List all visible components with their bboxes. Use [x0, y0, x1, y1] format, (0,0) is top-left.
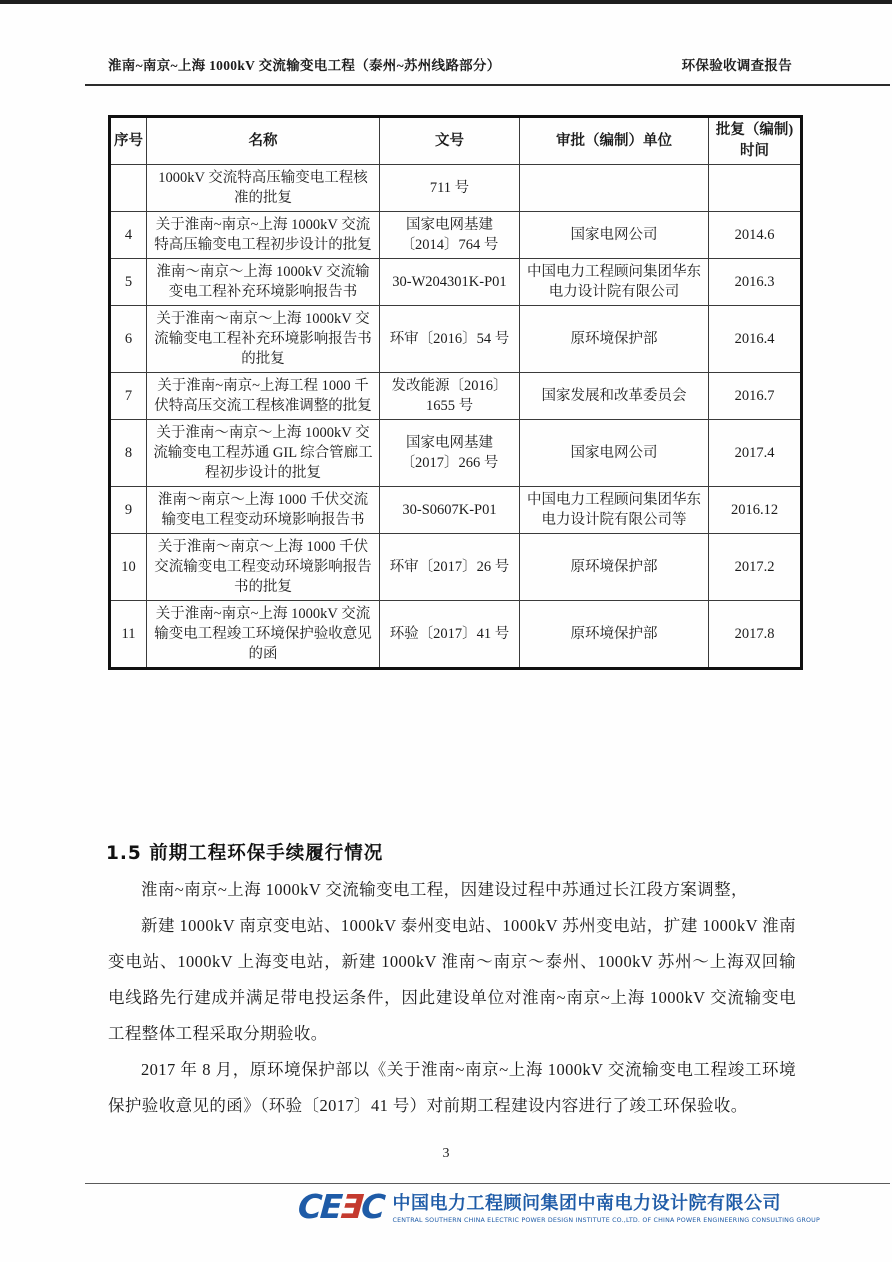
cell-org: 国家电网公司	[520, 212, 709, 259]
logo-letter: Ǝ	[339, 1187, 363, 1226]
cell-org: 中国电力工程顾问集团华东电力设计院有限公司	[520, 259, 709, 306]
cell-name: 关于淮南～南京～上海 1000kV 交流输变电工程苏通 GIL 综合管廊工程初步设计的批复	[147, 420, 380, 487]
column-header-date: 批复（编制)时间	[709, 117, 802, 165]
cell-date: 2017.8	[709, 601, 802, 669]
body-text	[108, 872, 796, 1124]
cell-no: 8	[110, 420, 147, 487]
column-header-name: 名称	[147, 117, 380, 165]
cell-doc: 国家电网基建〔2014〕764 号	[380, 212, 520, 259]
table-header-row	[110, 117, 802, 165]
cell-name: 关于淮南~南京~上海工程 1000 千伏特高压交流工程核准调整的批复	[147, 373, 380, 420]
cell-date: 2014.6	[709, 212, 802, 259]
cell-name: 淮南～南京～上海 1000kV 交流输变电工程补充环境影响报告书	[147, 259, 380, 306]
cell-date: 2016.4	[709, 306, 802, 373]
cell-doc: 环审〔2016〕54 号	[380, 306, 520, 373]
approval-table-body	[110, 165, 802, 669]
header-divider	[85, 84, 890, 86]
cell-doc: 711 号	[380, 165, 520, 212]
cell-no: 11	[110, 601, 147, 669]
cell-doc: 发改能源〔2016〕1655 号	[380, 373, 520, 420]
cell-org: 国家电网公司	[520, 420, 709, 487]
cell-no: 10	[110, 534, 147, 601]
scan-artifact-top-edge	[0, 0, 892, 4]
cell-org: 原环境保护部	[520, 601, 709, 669]
table-row	[110, 420, 802, 487]
column-header-doc: 文号	[380, 117, 520, 165]
column-header-org: 审批（编制）单位	[520, 117, 709, 165]
logo-letter: C	[296, 1187, 322, 1226]
footer-divider	[85, 1183, 890, 1184]
running-header-left: 淮南~南京~上海 1000kV 交流输变电工程（泰州~苏州线路部分）	[108, 58, 501, 73]
cpecc-logo-icon	[296, 1187, 385, 1226]
table-row	[110, 165, 802, 212]
footer-company-name-en: CENTRAL SOUTHERN CHINA ELECTRIC POWER DESIGN INSTITUTE CO.,LTD. OF CHINA POWER ENGINEERING CONSULTING GROUP	[392, 1217, 820, 1224]
cell-date: 2017.4	[709, 420, 802, 487]
logo-letter: E	[318, 1187, 343, 1226]
cell-org: 原环境保护部	[520, 534, 709, 601]
footer-company-name-cn: 中国电力工程顾问集团中南电力设计院有限公司	[392, 1193, 781, 1214]
table-row	[110, 487, 802, 534]
logo-letter: C	[359, 1187, 385, 1226]
cell-date: 2016.7	[709, 373, 802, 420]
section-heading: 1.5 前期工程环保手续履行情况	[106, 843, 384, 865]
paragraph: 2017 年 8 月，原环境保护部以《关于淮南~南京~上海 1000kV 交流输变电工程竣工环境保护验收意见的函》（环验〔2017〕41 号）对前期工程建设内容进行了竣工环保验收。	[108, 1060, 796, 1115]
cell-name: 1000kV 交流特高压输变电工程核准的批复	[147, 165, 380, 212]
cell-org: 国家发展和改革委员会	[520, 373, 709, 420]
cell-name: 关于淮南~南京~上海 1000kV 交流输变电工程竣工环境保护验收意见的函	[147, 601, 380, 669]
cell-no: 7	[110, 373, 147, 420]
table-row	[110, 373, 802, 420]
page-number: 3	[442, 1146, 450, 1161]
cell-doc: 环审〔2017〕26 号	[380, 534, 520, 601]
cell-date: 2017.2	[709, 534, 802, 601]
cell-doc: 30-W204301K-P01	[380, 259, 520, 306]
cell-date: 2016.12	[709, 487, 802, 534]
approval-table	[108, 115, 803, 670]
column-header-no: 序号	[110, 117, 147, 165]
cell-no: 4	[110, 212, 147, 259]
table-row	[110, 306, 802, 373]
cell-name: 淮南～南京～上海 1000 千伏交流输变电工程变动环境影响报告书	[147, 487, 380, 534]
cell-date	[709, 165, 802, 212]
cell-name: 关于淮南~南京~上海 1000kV 交流特高压输变电工程初步设计的批复	[147, 212, 380, 259]
running-header	[108, 54, 792, 74]
cell-org: 原环境保护部	[520, 306, 709, 373]
footer	[298, 1189, 820, 1224]
paragraph: 新建 1000kV 南京变电站、1000kV 泰州变电站、1000kV 苏州变电站，扩建 1000kV 淮南变电站、1000kV 上海变电站，新建 1000kV 淮南～南京～泰州、1000kV 苏州～上海双回输电线路先行建成并满足带电投运条件，因此建设单位对淮南~南京~上海 1000kV 交流输变电工程整体工程采取分期验收。	[108, 916, 796, 1043]
table-row	[110, 259, 802, 306]
cell-doc: 国家电网基建〔2017〕266 号	[380, 420, 520, 487]
running-header-right: 环保验收调查报告	[681, 58, 792, 73]
cell-date: 2016.3	[709, 259, 802, 306]
table-row	[110, 534, 802, 601]
cell-no	[110, 165, 147, 212]
approval-table-header	[110, 117, 802, 165]
table-row	[110, 601, 802, 669]
table-row	[110, 212, 802, 259]
cell-org: 中国电力工程顾问集团华东电力设计院有限公司等	[520, 487, 709, 534]
footer-company	[393, 1189, 821, 1224]
cell-no: 9	[110, 487, 147, 534]
cell-doc: 环验〔2017〕41 号	[380, 601, 520, 669]
cell-name: 关于淮南～南京～上海 1000 千伏交流输变电工程变动环境影响报告书的批复	[147, 534, 380, 601]
cell-org	[520, 165, 709, 212]
cell-name: 关于淮南～南京～上海 1000kV 交流输变电工程补充环境影响报告书的批复	[147, 306, 380, 373]
cell-no: 6	[110, 306, 147, 373]
cell-doc: 30-S0607K-P01	[380, 487, 520, 534]
paragraph: 淮南~南京~上海 1000kV 交流输变电工程，因建设过程中苏通过长江段方案调整，	[141, 880, 748, 899]
cell-no: 5	[110, 259, 147, 306]
